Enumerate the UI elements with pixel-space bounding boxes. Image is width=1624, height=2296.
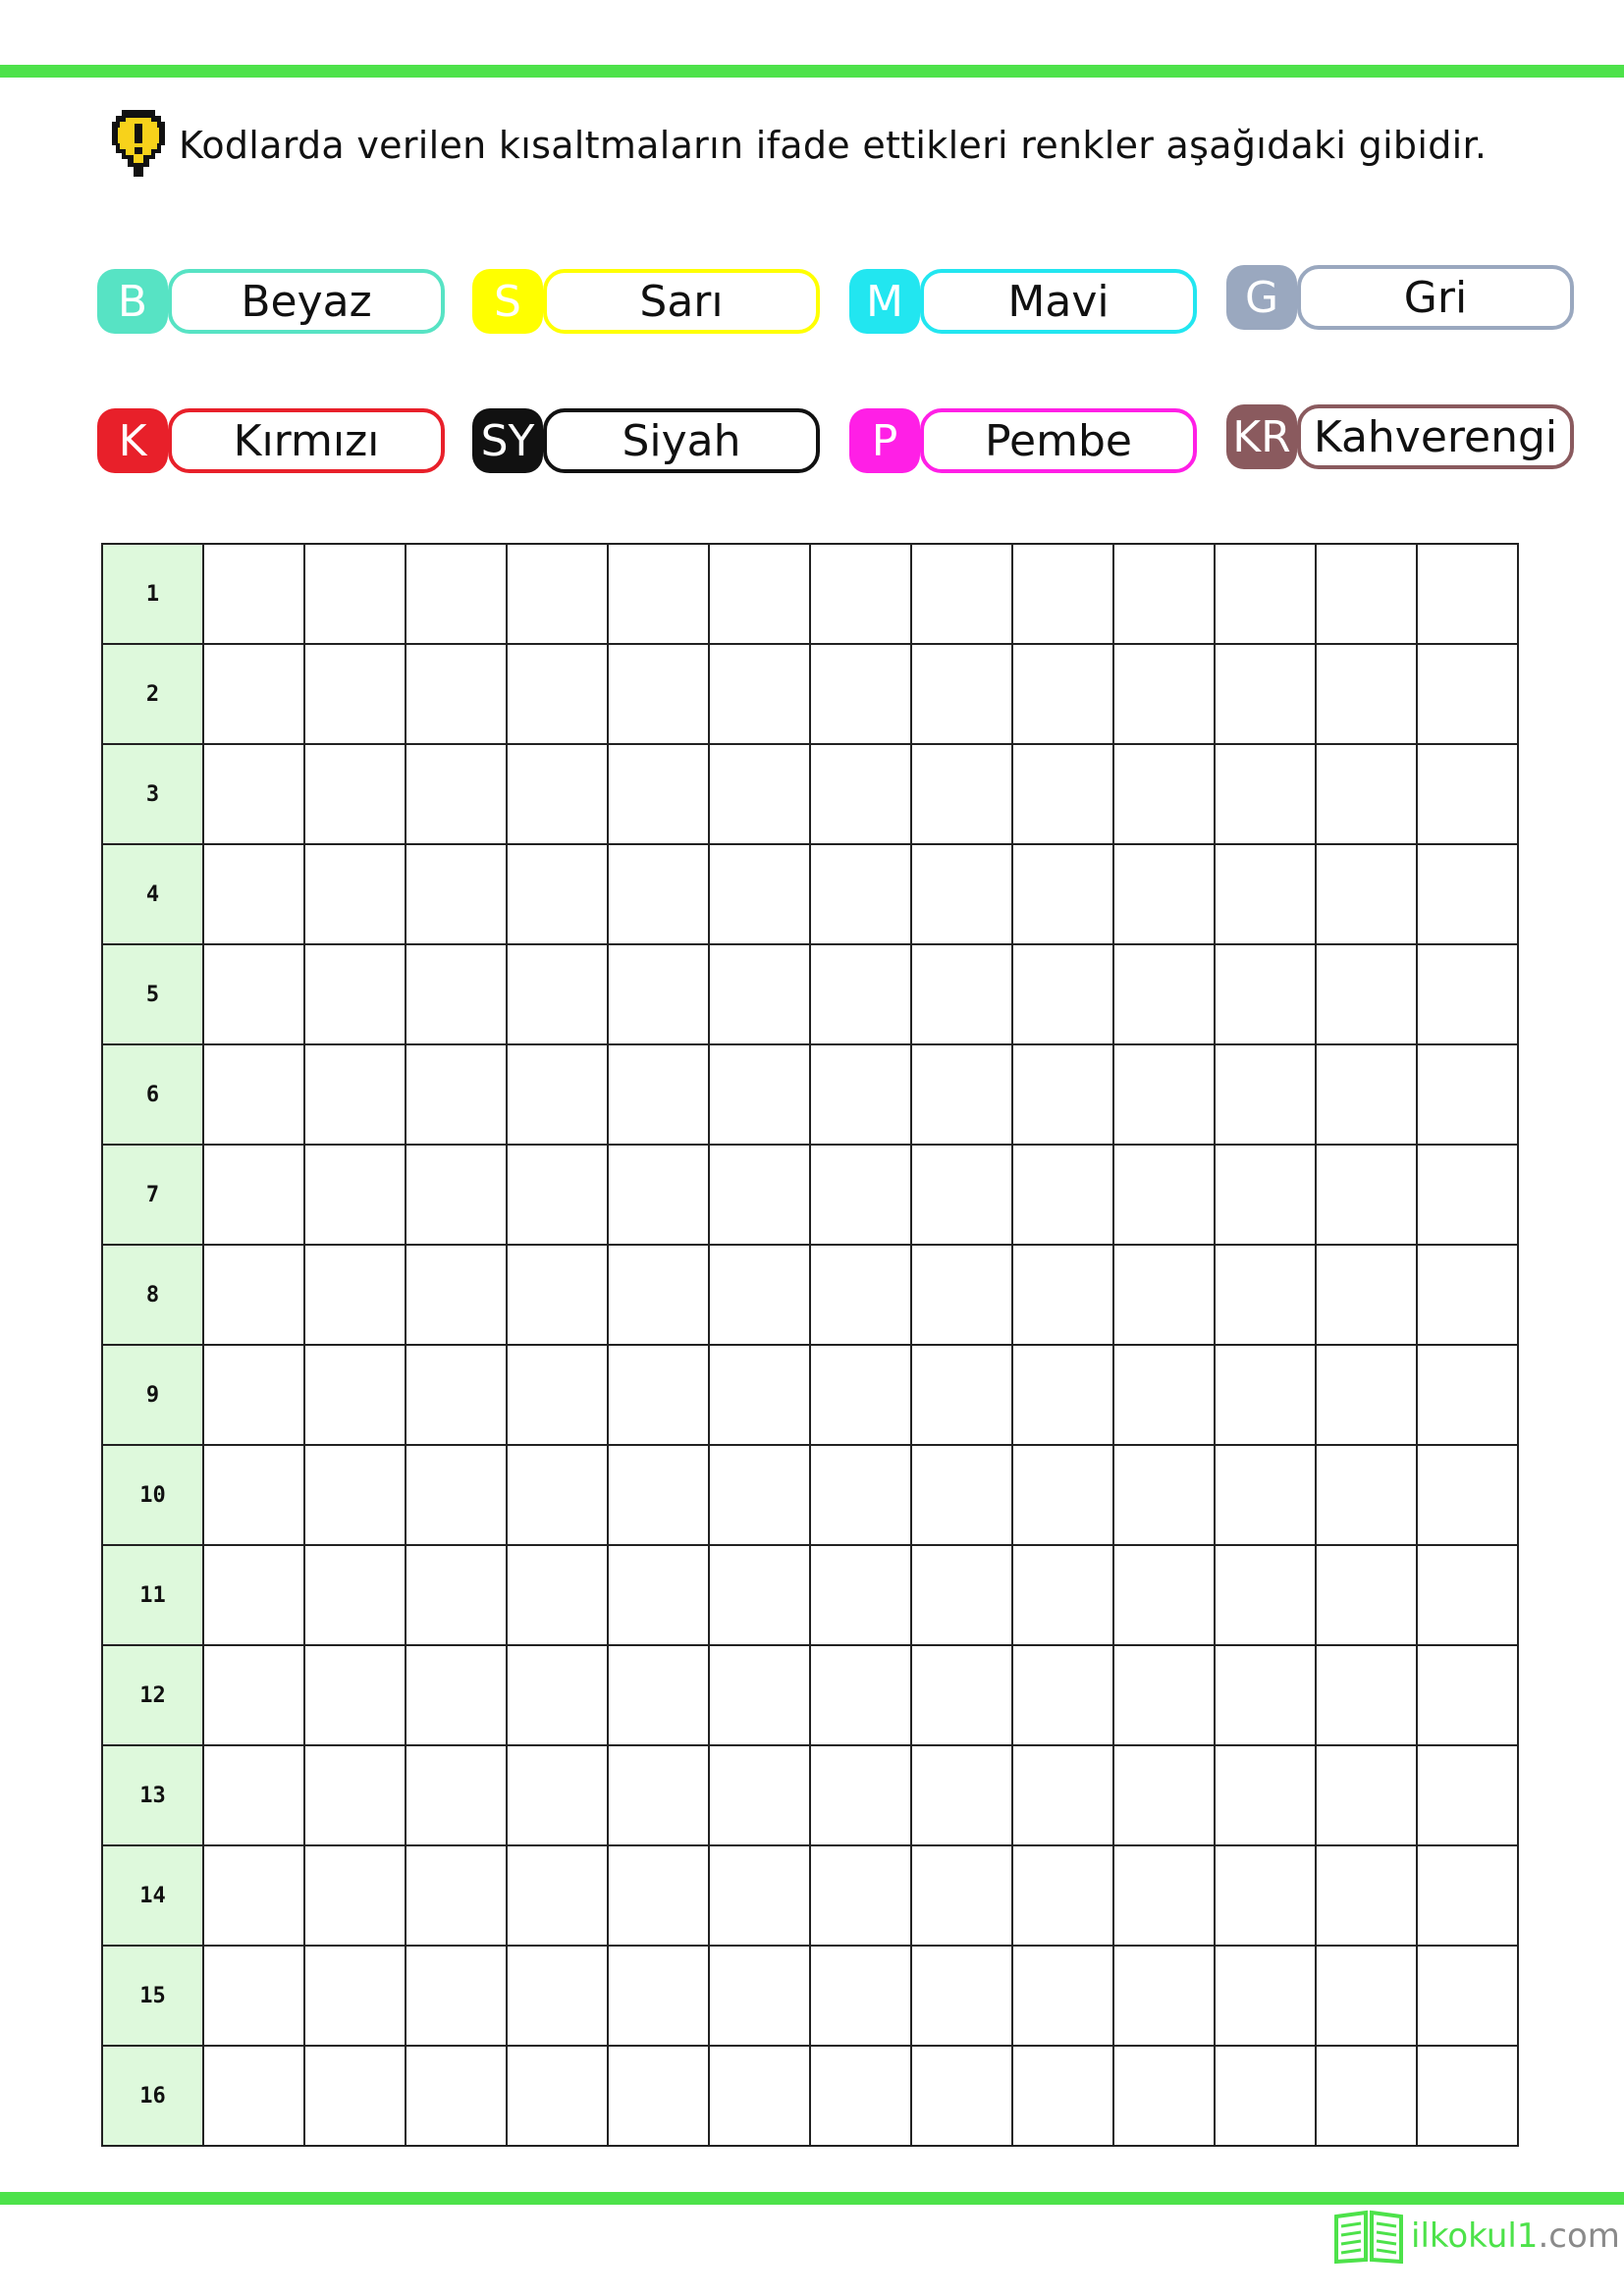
grid-cell[interactable] [1012,1445,1113,1545]
grid-cell[interactable] [1316,1345,1417,1445]
row-number: 11 [102,1545,203,1645]
grid-cell[interactable] [406,1445,507,1545]
grid-cell[interactable] [709,1044,810,1145]
grid-cell[interactable] [507,1545,608,1645]
instruction-text: Kodlarda verilen kısaltmaların ifade ettikleri renkler aşağıdaki gibidir. [179,124,1488,167]
grid-cell[interactable] [406,1145,507,1245]
row-number: 14 [102,1845,203,1946]
grid-cell[interactable] [608,744,709,844]
row-number: 10 [102,1445,203,1545]
grid-cell[interactable] [608,1845,709,1946]
grid-cell[interactable] [1417,1946,1518,2046]
legend-code: S [472,269,543,334]
grid-cell[interactable] [709,644,810,744]
legend-chip-kahverengi [1226,404,1572,469]
legend-code: B [97,269,168,334]
grid-cell[interactable] [810,1445,911,1545]
grid-cell[interactable] [203,644,304,744]
grid-cell[interactable] [507,1345,608,1445]
row-number: 16 [102,2046,203,2146]
grid-cell[interactable] [304,1245,406,1345]
grid-cell[interactable] [1316,844,1417,944]
grid-cell[interactable] [709,2046,810,2146]
grid-cell[interactable] [1012,544,1113,644]
grid-cell[interactable] [203,744,304,844]
row-number: 7 [102,1145,203,1245]
grid-cell[interactable] [608,1245,709,1345]
grid-cell[interactable] [1215,744,1316,844]
grid-cell[interactable] [1417,644,1518,744]
grid-cell[interactable] [304,1044,406,1145]
legend-code: SY [472,408,543,473]
grid-cell[interactable] [304,1145,406,1245]
grid-row [102,1645,1518,1745]
grid-cell[interactable] [709,544,810,644]
brand-main: ilkokul1 [1411,2216,1539,2256]
grid-cell[interactable] [1215,1845,1316,1946]
grid-body [102,544,1518,2146]
grid-cell[interactable] [1316,1245,1417,1345]
legend-row-1 [97,269,1580,338]
grid-cell[interactable] [1012,1245,1113,1345]
grid-cell[interactable] [810,1946,911,2046]
legend-code: K [97,408,168,473]
grid-cell[interactable] [507,544,608,644]
grid-cell[interactable] [507,1745,608,1845]
grid-cell[interactable] [709,1245,810,1345]
legend-chip-sari [472,269,818,334]
grid-cell[interactable] [507,744,608,844]
grid-cell[interactable] [1012,1044,1113,1145]
grid-cell[interactable] [810,1044,911,1145]
grid-cell[interactable] [810,1845,911,1946]
grid-cell[interactable] [1012,1145,1113,1245]
grid-cell[interactable] [203,1345,304,1445]
grid-cell[interactable] [1113,1645,1215,1745]
grid-cell[interactable] [608,1145,709,1245]
grid-cell[interactable] [608,1044,709,1145]
grid-row [102,644,1518,744]
legend-chip-pembe [849,408,1195,473]
grid-cell[interactable] [507,1145,608,1245]
grid-cell[interactable] [1215,644,1316,744]
legend-color-name: Mavi [920,269,1197,334]
grid-cell[interactable] [304,544,406,644]
grid-cell[interactable] [1113,744,1215,844]
grid-cell[interactable] [1012,1845,1113,1946]
grid-cell[interactable] [1113,2046,1215,2146]
row-number: 2 [102,644,203,744]
grid-cell[interactable] [1316,1044,1417,1145]
grid-cell[interactable] [608,544,709,644]
grid-cell[interactable] [1215,1345,1316,1445]
grid-cell[interactable] [203,1745,304,1845]
brand-domain: .com [1538,2216,1620,2256]
row-number: 8 [102,1245,203,1345]
grid-cell[interactable] [1417,1845,1518,1946]
grid-cell[interactable] [304,1545,406,1645]
grid-cell[interactable] [810,1345,911,1445]
bottom-accent-bar [0,2192,1624,2205]
grid-cell[interactable] [203,844,304,944]
grid-cell[interactable] [1215,2046,1316,2146]
grid-cell[interactable] [507,1946,608,2046]
legend-color-name: Sarı [543,269,820,334]
grid-cell[interactable] [203,1545,304,1645]
grid-cell[interactable] [1417,1345,1518,1445]
grid-cell[interactable] [1215,1545,1316,1645]
grid-cell[interactable] [1417,1044,1518,1145]
grid-cell[interactable] [203,1645,304,1745]
grid-cell[interactable] [1215,1445,1316,1545]
grid-row [102,844,1518,944]
grid-cell[interactable] [911,1345,1012,1445]
grid-cell[interactable] [406,1345,507,1445]
grid-cell[interactable] [709,944,810,1044]
grid-cell[interactable] [709,1645,810,1745]
grid-cell[interactable] [911,1845,1012,1946]
grid-cell[interactable] [1417,1245,1518,1345]
legend-chip-siyah [472,408,818,473]
grid-cell[interactable] [709,1145,810,1245]
grid-cell[interactable] [1113,1845,1215,1946]
grid-cell[interactable] [1417,1545,1518,1645]
grid-cell[interactable] [709,1545,810,1645]
grid-cell[interactable] [1417,1645,1518,1745]
grid-cell[interactable] [1113,1145,1215,1245]
grid-cell[interactable] [709,744,810,844]
grid-cell[interactable] [608,944,709,1044]
legend-color-name: Kırmızı [168,408,445,473]
grid-cell[interactable] [1012,1345,1113,1445]
grid-cell[interactable] [1316,744,1417,844]
grid-cell[interactable] [304,644,406,744]
grid-cell[interactable] [1215,1044,1316,1145]
grid-row [102,1946,1518,2046]
grid-cell[interactable] [1215,1245,1316,1345]
grid-cell[interactable] [406,744,507,844]
grid-cell[interactable] [911,844,1012,944]
grid-cell[interactable] [709,1345,810,1445]
open-book-icon [1332,2209,1405,2264]
grid-cell[interactable] [406,1044,507,1145]
row-number: 4 [102,844,203,944]
grid-cell[interactable] [911,1745,1012,1845]
grid-cell[interactable] [406,1946,507,2046]
grid-cell[interactable] [304,1745,406,1845]
row-number: 3 [102,744,203,844]
grid-cell[interactable] [304,944,406,1044]
grid-cell[interactable] [203,944,304,1044]
grid-cell[interactable] [507,844,608,944]
legend-color-name: Pembe [920,408,1197,473]
grid-cell[interactable] [1012,744,1113,844]
brand-logo [1332,2209,1620,2264]
grid-cell[interactable] [911,944,1012,1044]
grid-cell[interactable] [608,1745,709,1845]
grid-cell[interactable] [304,1946,406,2046]
grid-cell[interactable] [608,1645,709,1745]
grid-cell[interactable] [810,944,911,1044]
grid-cell[interactable] [810,1245,911,1345]
grid-cell[interactable] [911,1245,1012,1345]
grid-cell[interactable] [406,544,507,644]
grid-row [102,1145,1518,1245]
grid-row [102,1345,1518,1445]
grid-cell[interactable] [304,1645,406,1745]
grid-cell[interactable] [507,1845,608,1946]
grid-cell[interactable] [911,1545,1012,1645]
grid-cell[interactable] [1113,644,1215,744]
grid-cell[interactable] [1012,2046,1113,2146]
grid-cell[interactable] [507,944,608,1044]
grid-cell[interactable] [406,844,507,944]
grid-cell[interactable] [1215,1946,1316,2046]
grid-cell[interactable] [1215,844,1316,944]
grid-cell[interactable] [608,2046,709,2146]
grid-cell[interactable] [709,1745,810,1845]
grid-cell[interactable] [810,1545,911,1645]
grid-cell[interactable] [1316,2046,1417,2146]
grid-cell[interactable] [304,1445,406,1545]
grid-cell[interactable] [1012,1946,1113,2046]
grid-cell[interactable] [406,1545,507,1645]
grid-cell[interactable] [406,1245,507,1345]
grid-cell[interactable] [1417,1445,1518,1545]
grid-cell[interactable] [1316,644,1417,744]
grid-cell[interactable] [1316,1145,1417,1245]
grid-row [102,944,1518,1044]
grid-cell[interactable] [1316,944,1417,1044]
row-number: 6 [102,1044,203,1145]
grid-cell[interactable] [406,1845,507,1946]
row-number: 9 [102,1345,203,1445]
grid-cell[interactable] [1113,844,1215,944]
grid-cell[interactable] [304,2046,406,2146]
grid-cell[interactable] [1113,544,1215,644]
grid-cell[interactable] [203,1245,304,1345]
grid-cell[interactable] [507,2046,608,2146]
grid-row [102,1044,1518,1145]
grid-cell[interactable] [203,544,304,644]
grid-row [102,1445,1518,1545]
grid-cell[interactable] [203,1044,304,1145]
legend-color-name: Kahverengi [1297,404,1574,469]
row-number: 15 [102,1946,203,2046]
grid-cell[interactable] [810,1745,911,1845]
grid-cell[interactable] [709,1445,810,1545]
legend-chip-mavi [849,269,1195,334]
grid-cell[interactable] [1113,1245,1215,1345]
grid-cell[interactable] [203,1946,304,2046]
grid-cell[interactable] [203,1445,304,1545]
grid-cell[interactable] [1316,1845,1417,1946]
grid-cell[interactable] [304,1345,406,1445]
coloring-grid [101,543,1519,2147]
grid-row [102,2046,1518,2146]
instruction [108,106,1487,185]
grid-cell[interactable] [1316,1745,1417,1845]
grid-cell[interactable] [1417,744,1518,844]
grid-cell[interactable] [810,644,911,744]
legend-chip-beyaz [97,269,443,334]
grid-cell[interactable] [406,644,507,744]
grid-cell[interactable] [1417,944,1518,1044]
grid-cell[interactable] [608,844,709,944]
grid-cell[interactable] [304,744,406,844]
legend-color-name: Beyaz [168,269,445,334]
top-accent-bar [0,65,1624,78]
grid-cell[interactable] [810,1145,911,1245]
legend-code: M [849,269,920,334]
grid-cell[interactable] [911,1645,1012,1745]
grid-cell[interactable] [1316,1545,1417,1645]
grid-cell[interactable] [1113,1445,1215,1545]
grid-cell[interactable] [911,1145,1012,1245]
grid-cell[interactable] [810,2046,911,2146]
grid-cell[interactable] [608,1545,709,1645]
grid-row [102,1545,1518,1645]
legend-color-name: Siyah [543,408,820,473]
legend-code: P [849,408,920,473]
grid-cell[interactable] [608,1445,709,1545]
grid-cell[interactable] [1012,844,1113,944]
grid-cell[interactable] [406,1745,507,1845]
grid-cell[interactable] [203,1145,304,1245]
grid-cell[interactable] [608,1345,709,1445]
grid-cell[interactable] [1113,1946,1215,2046]
grid-cell[interactable] [507,644,608,744]
grid-cell[interactable] [1012,644,1113,744]
grid-row [102,744,1518,844]
grid-cell[interactable] [1215,1645,1316,1745]
row-number: 13 [102,1745,203,1845]
grid-cell[interactable] [203,1845,304,1946]
grid-cell[interactable] [1113,1745,1215,1845]
grid-cell[interactable] [1215,1745,1316,1845]
grid-cell[interactable] [1417,1145,1518,1245]
grid-cell[interactable] [911,2046,1012,2146]
grid-cell[interactable] [709,844,810,944]
grid-cell[interactable] [1316,1946,1417,2046]
grid-cell[interactable] [911,744,1012,844]
grid-cell[interactable] [507,1245,608,1345]
grid-cell[interactable] [608,644,709,744]
grid-cell[interactable] [911,644,1012,744]
grid-cell[interactable] [1417,544,1518,644]
grid-cell[interactable] [911,1946,1012,2046]
grid-row [102,1245,1518,1345]
grid-cell[interactable] [507,1044,608,1145]
grid-cell[interactable] [1316,1445,1417,1545]
grid-cell[interactable] [709,1845,810,1946]
grid-cell[interactable] [406,1645,507,1745]
grid-cell[interactable] [1215,544,1316,644]
row-number: 5 [102,944,203,1044]
legend-chip-kirmizi [97,408,443,473]
brand-name [1411,2216,1620,2256]
legend-code: G [1226,265,1297,330]
grid-cell[interactable] [507,1445,608,1545]
grid-row [102,1745,1518,1845]
legend-code: KR [1226,404,1297,469]
grid-cell[interactable] [810,844,911,944]
grid-cell[interactable] [406,944,507,1044]
grid-cell[interactable] [203,2046,304,2146]
row-number: 12 [102,1645,203,1745]
grid-cell[interactable] [1417,1745,1518,1845]
grid-cell[interactable] [1012,1545,1113,1645]
grid-cell[interactable] [1113,1345,1215,1445]
grid-cell[interactable] [1316,544,1417,644]
legend-color-name: Gri [1297,265,1574,330]
grid-cell[interactable] [1215,1145,1316,1245]
warning-icon [108,106,169,185]
grid-cell[interactable] [1113,1545,1215,1645]
grid-cell[interactable] [507,1645,608,1745]
grid-cell[interactable] [1012,944,1113,1044]
grid-row [102,544,1518,644]
grid-cell[interactable] [911,1445,1012,1545]
grid-cell[interactable] [406,2046,507,2146]
grid-row [102,1845,1518,1946]
grid-cell[interactable] [810,544,911,644]
row-number: 1 [102,544,203,644]
color-legend [97,269,1580,477]
grid-cell[interactable] [1113,1044,1215,1145]
grid-cell[interactable] [810,1645,911,1745]
grid-cell[interactable] [1215,944,1316,1044]
grid-cell[interactable] [1316,1645,1417,1745]
grid-cell[interactable] [304,844,406,944]
grid-cell[interactable] [1113,944,1215,1044]
grid-cell[interactable] [1417,844,1518,944]
grid-cell[interactable] [1012,1645,1113,1745]
grid-cell[interactable] [304,1845,406,1946]
grid-cell[interactable] [911,544,1012,644]
legend-chip-gri [1226,265,1572,330]
grid-cell[interactable] [1012,1745,1113,1845]
legend-row-2 [97,408,1580,477]
grid-cell[interactable] [608,1946,709,2046]
grid-cell[interactable] [810,744,911,844]
grid-cell[interactable] [1417,2046,1518,2146]
grid-cell[interactable] [709,1946,810,2046]
grid-cell[interactable] [911,1044,1012,1145]
